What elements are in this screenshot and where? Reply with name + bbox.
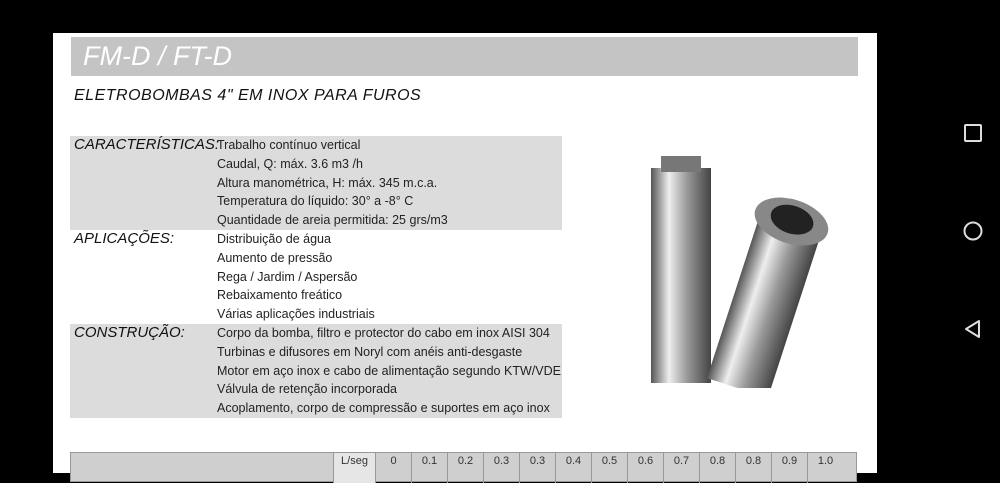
spec-line: Turbinas e difusores em Noryl com anéis anti-desgaste [217,344,523,359]
document-page [53,33,877,473]
table-header-cell: 0.2 [447,453,483,483]
spec-line: Corpo da bomba, filtro e protector do cabo em inox AISI 304 [217,326,550,340]
pump-body-right [701,189,834,388]
spec-line: Quantidade de areia permitida: 25 grs/m3 [217,213,448,228]
pump-top-left [661,156,701,172]
android-nav-bar [945,0,1000,462]
spec-line: Rega / Jardim / Aspersão [217,269,358,284]
spec-line: Válvula de retenção incorporada [217,382,397,397]
title-bar [71,37,858,76]
home-icon[interactable] [963,221,983,241]
spec-line: Caudal, Q: máx. 3.6 m3 /h [217,156,363,171]
spec-line: Altura manométrica, H: máx. 345 m.c.a. [217,175,438,190]
spec-line: Trabalho contínuo vertical [217,138,361,152]
table-header-cell: 0.5 [591,453,627,483]
section-heading: APLICAÇÕES: [74,230,175,247]
spec-line: Rebaixamento freático [217,288,343,303]
spec-line: Várias aplicações industriais [217,307,375,322]
subtitle: ELETROBOMBAS 4" EM INOX PARA FUROS [74,87,422,104]
spec-line: Aumento de pressão [217,250,333,265]
back-icon[interactable] [963,319,983,339]
table-header-cell: 0.9 [771,453,807,483]
table-header-cell: L/seg [333,453,375,483]
section-caracteristicas [70,136,562,230]
section-aplicacoes [70,230,562,324]
table-header-cell: 0.8 [699,453,735,483]
table-header-cell: 1.0 [807,453,843,483]
pump-image [621,138,841,388]
recents-icon[interactable] [963,123,983,143]
table-header-cell: 0 [375,453,411,483]
table-header-cell: 0.8 [735,453,771,483]
table-header-cell: 0.3 [519,453,555,483]
spec-line: Temperatura do líquido: 30° a -8° C [217,194,414,209]
table-header-cell: 0.4 [555,453,591,483]
table-header-cell: 0.6 [627,453,663,483]
table-header-cell: 0.3 [483,453,519,483]
table-header-cell: 0.7 [663,453,699,483]
performance-table-header [70,452,857,482]
table-header-cell: 0.1 [411,453,447,483]
spec-line: Acoplamento, corpo de compressão e suportes em aço inox [217,401,550,416]
spec-line: Motor em aço inox e cabo de alimentação segundo KTW/VDE [217,363,561,378]
section-heading: CONSTRUÇÃO: [74,324,185,341]
section-construcao [70,324,562,418]
section-heading: CARACTERÍSTICAS: [74,136,220,153]
page-title: FM-D / FT-D [83,41,232,71]
spec-line: Distribuição de água [217,232,331,246]
pump-body-left [651,168,711,383]
